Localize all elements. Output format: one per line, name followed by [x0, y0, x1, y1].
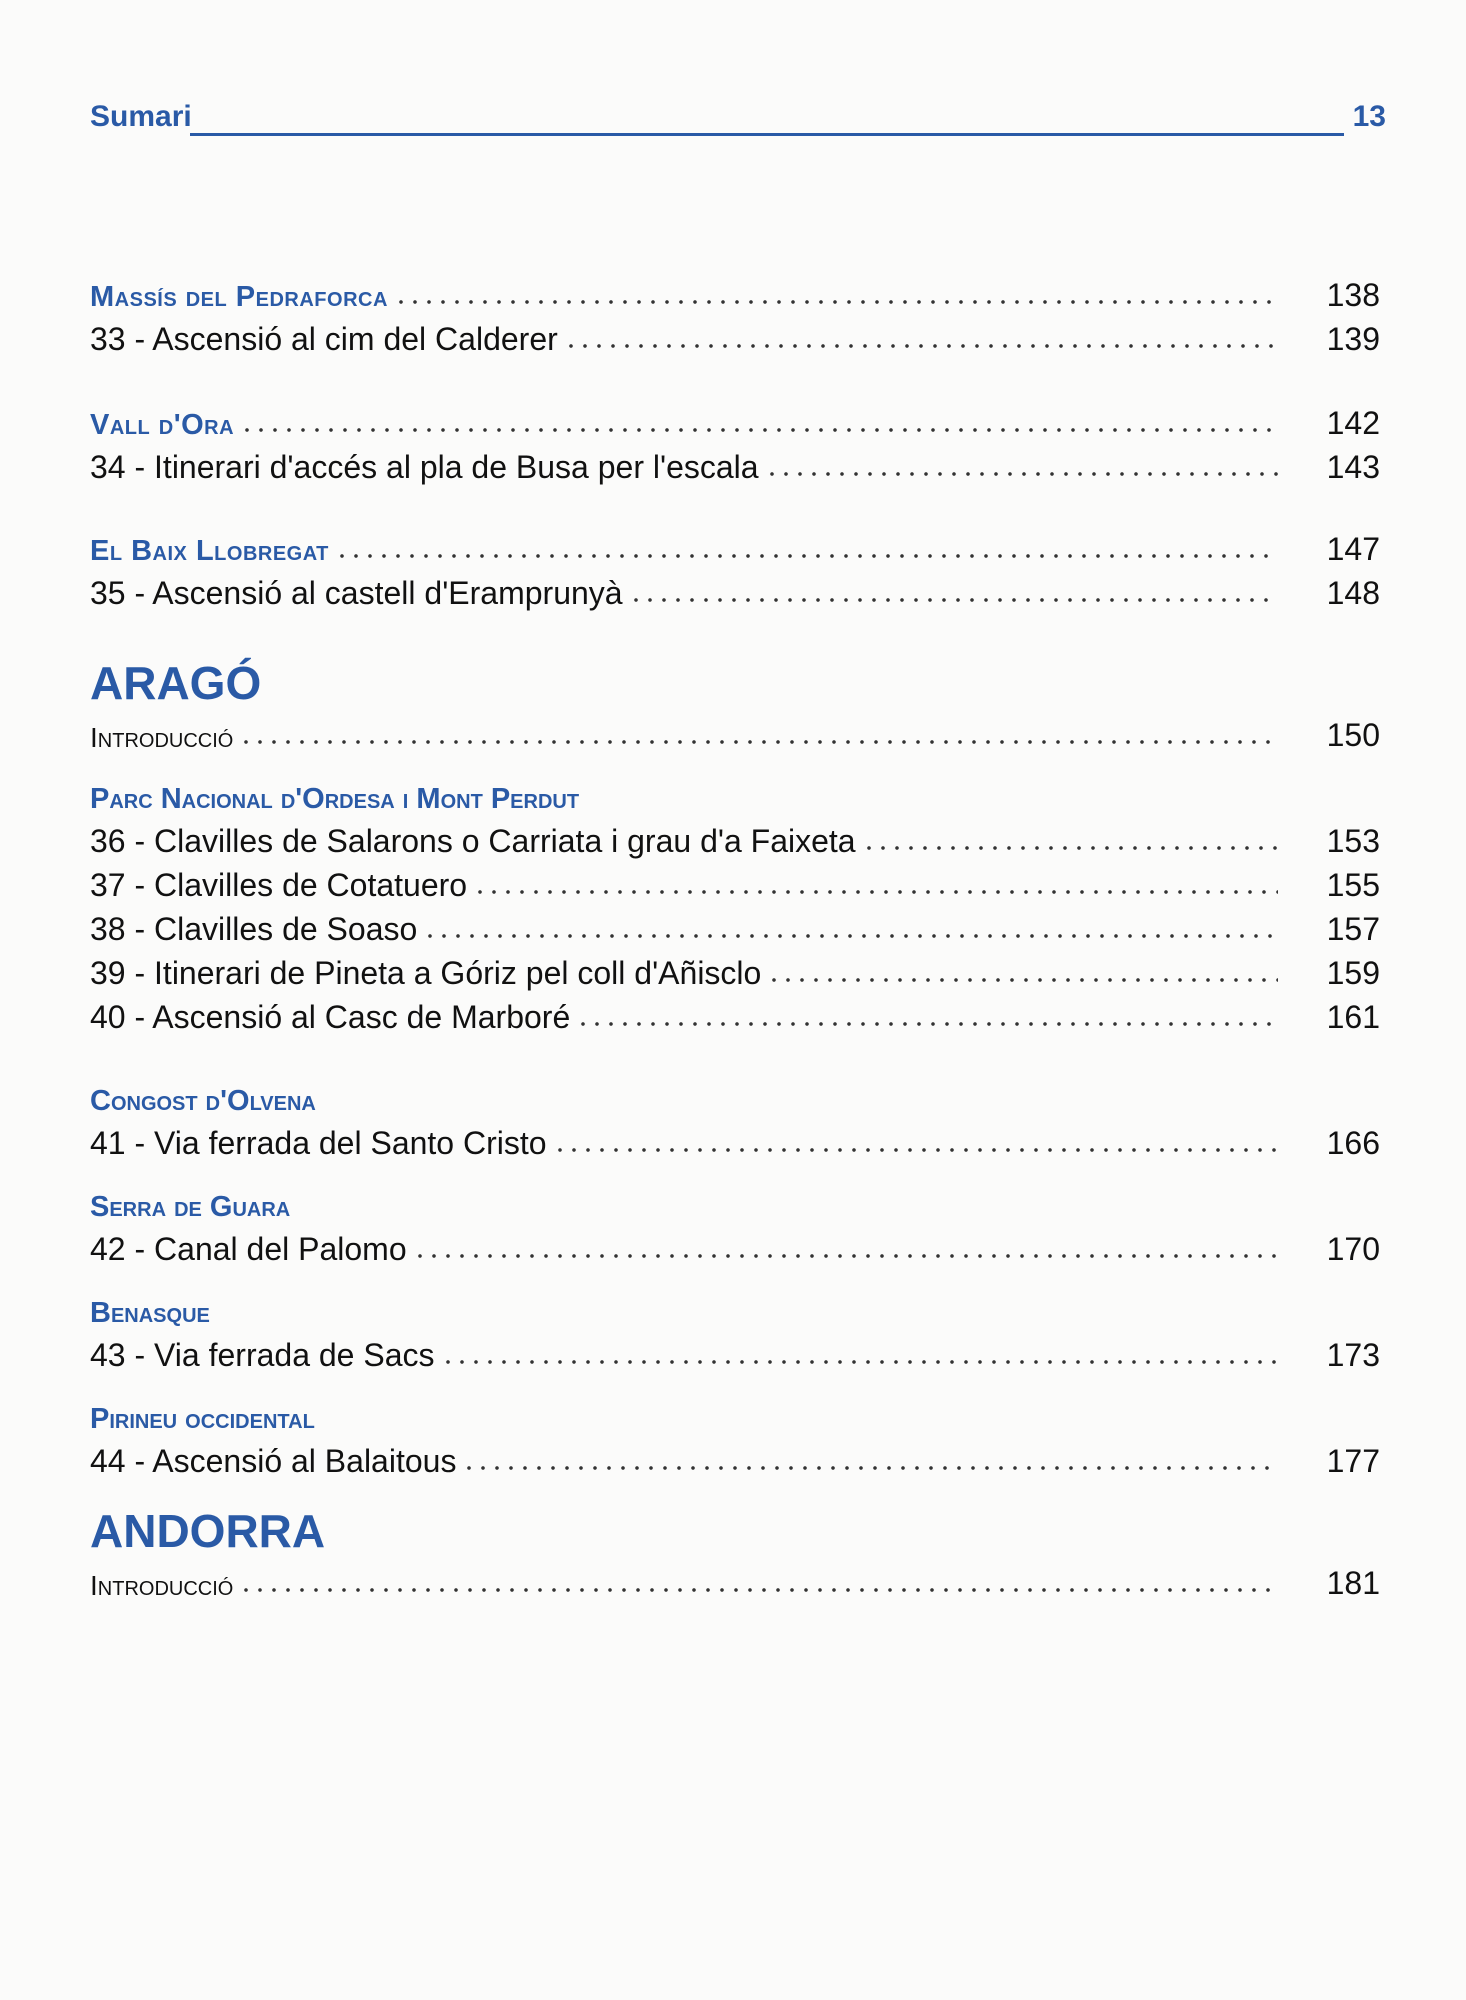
table-of-contents [90, 270, 1380, 1602]
toc-entry-label: 38 - Clavilles de Soaso [90, 911, 418, 947]
page-header [90, 100, 1386, 140]
toc-page-number: 155 [1326, 867, 1380, 903]
toc-entry-34[interactable] [90, 442, 1380, 486]
toc-section-label: Massís del Pedraforca [90, 281, 388, 313]
toc-entry-label: 35 - Ascensió al castell d'Eramprunyà [90, 575, 623, 611]
dot-leader [473, 888, 1278, 896]
dot-leader [462, 1464, 1278, 1472]
toc-entry-38[interactable] [90, 904, 1380, 948]
toc-entry-label: Introducció [90, 722, 234, 753]
toc-entry-label: 44 - Ascensió al Balaitous [90, 1443, 457, 1479]
toc-page-number: 150 [1326, 717, 1380, 753]
toc-entry-label: 43 - Via ferrada de Sacs [90, 1337, 435, 1373]
toc-section-label: Vall d'Ora [90, 409, 235, 441]
dot-leader [413, 1252, 1278, 1260]
subheading-pirineu-occidental: Pirineu occidental [90, 1403, 315, 1435]
page-number: 13 [1352, 100, 1386, 133]
toc-entry-label: 42 - Canal del Palomo [90, 1231, 407, 1267]
subheading-benasque: Benasque [90, 1297, 210, 1329]
toc-page-number: 142 [1326, 405, 1380, 441]
toc-page-number: 153 [1326, 823, 1380, 859]
dot-leader [335, 552, 1278, 560]
toc-entry-40[interactable] [90, 992, 1380, 1036]
toc-section-baix-llobregat[interactable] [90, 524, 1380, 568]
toc-entry-label: 34 - Itinerari d'accés al pla de Busa per l'escala [90, 449, 759, 485]
toc-page-number: 177 [1326, 1443, 1380, 1479]
toc-section-vall-dora[interactable] [90, 398, 1380, 442]
toc-entry-35[interactable] [90, 568, 1380, 612]
toc-page-number: 147 [1326, 531, 1380, 567]
running-title: Sumari [90, 100, 192, 133]
toc-entry-42[interactable] [90, 1224, 1380, 1268]
toc-entry-label: 40 - Ascensió al Casc de Marboré [90, 999, 571, 1035]
toc-page-number: 148 [1326, 575, 1380, 611]
dot-leader [240, 426, 1278, 434]
toc-introduction-andorra[interactable] [90, 1558, 1380, 1602]
toc-page-number: 170 [1326, 1231, 1380, 1267]
toc-entry-41[interactable] [90, 1118, 1380, 1162]
toc-page-number: 138 [1326, 277, 1380, 313]
dot-leader [423, 932, 1278, 940]
dot-leader [239, 738, 1278, 746]
toc-page-number: 161 [1326, 999, 1380, 1035]
dot-leader [394, 298, 1278, 306]
toc-page-number: 173 [1326, 1337, 1380, 1373]
dot-leader [239, 1586, 1278, 1594]
dot-leader [765, 470, 1278, 478]
subheading-ordesa: Parc Nacional d'Ordesa i Mont Perdut [90, 783, 580, 815]
toc-introduction-arago[interactable] [90, 710, 1380, 754]
dot-leader [862, 844, 1278, 852]
toc-page-number: 139 [1326, 321, 1380, 357]
toc-entry-33[interactable] [90, 314, 1380, 358]
dot-leader [629, 596, 1278, 604]
dot-leader [564, 342, 1278, 350]
dot-leader [767, 976, 1278, 984]
toc-entry-43[interactable] [90, 1330, 1380, 1374]
toc-page-number: 181 [1326, 1565, 1380, 1601]
toc-entry-label: Introducció [90, 1570, 234, 1601]
dot-leader [553, 1146, 1278, 1154]
region-heading-andorra: ANDORRA [90, 1505, 326, 1557]
subheading-guara: Serra de Guara [90, 1191, 291, 1223]
region-heading-arago: ARAGÓ [90, 657, 262, 709]
dot-leader [441, 1358, 1279, 1366]
subheading-olvena: Congost d'Olvena [90, 1085, 316, 1117]
toc-page-number: 159 [1326, 955, 1380, 991]
toc-entry-label: 37 - Clavilles de Cotatuero [90, 867, 468, 903]
toc-entry-39[interactable] [90, 948, 1380, 992]
toc-page-number: 166 [1326, 1125, 1380, 1161]
toc-section-pedraforca[interactable] [90, 270, 1380, 314]
toc-entry-label: 33 - Ascensió al cim del Calderer [90, 321, 558, 357]
toc-entry-44[interactable] [90, 1436, 1380, 1480]
toc-entry-label: 39 - Itinerari de Pineta a Góriz pel coll d'Añisclo [90, 955, 762, 991]
dot-leader [576, 1020, 1278, 1028]
toc-entry-label: 41 - Via ferrada del Santo Cristo [90, 1125, 547, 1161]
toc-entry-label: 36 - Clavilles de Salarons o Carriata i grau d'a Faixeta [90, 823, 856, 859]
toc-section-label: El Baix Llobregat [90, 535, 329, 567]
toc-page-number: 143 [1326, 449, 1380, 485]
header-rule [190, 133, 1344, 136]
toc-page-number: 157 [1326, 911, 1380, 947]
toc-entry-36[interactable] [90, 816, 1380, 860]
toc-entry-37[interactable] [90, 860, 1380, 904]
